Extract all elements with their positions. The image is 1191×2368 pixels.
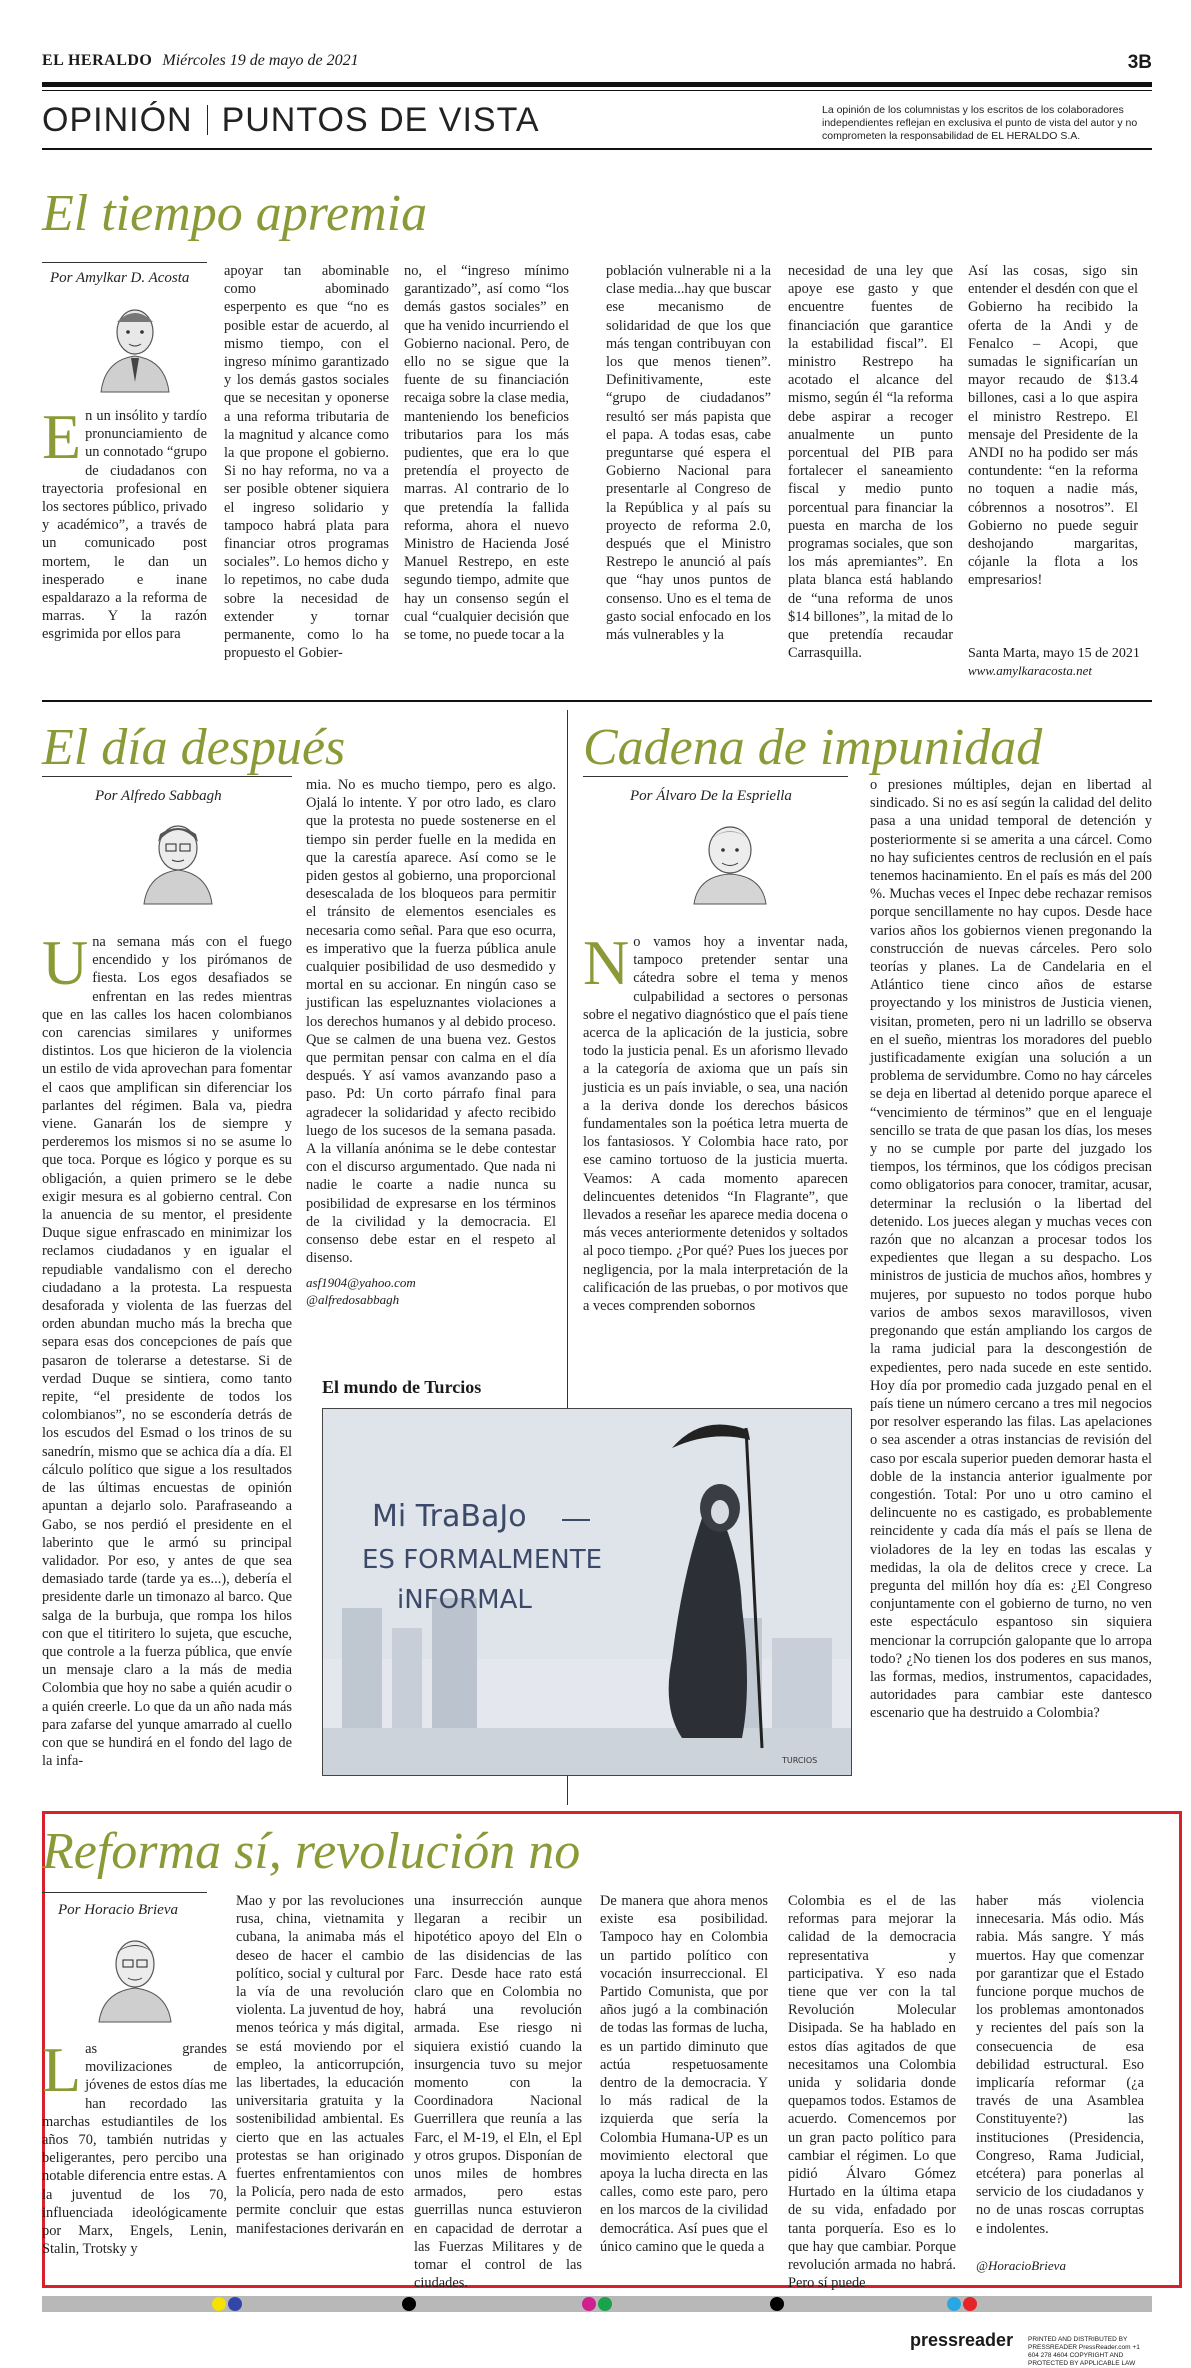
section-rule (42, 148, 1152, 150)
dropcap: N (583, 927, 630, 998)
article-headline: Cadena de impunidad (583, 719, 1043, 776)
cartoon-caption-1: Mi TraBaJo (372, 1499, 527, 1534)
color-bar (42, 2296, 1152, 2312)
registration-dot (770, 2297, 784, 2311)
article-column: De manera que ahora menos existe esa posibilidad. Tampoco hay en Colombia un partido político con vocación insurreccional. El Partido Comunista, que por años jugó a la combinación de todas las formas de lucha, es un partido diminuto que actúa respetuosamente dentro de la democracia. Y lo más radical de la izquierda que sería la Colombia Humana-UP es un movimiento electoral que apoya la lucha directa en las calles, como este paro, pero en los marcos de la civilidad democrática. Así pues que el único camino que le queda a (600, 1893, 768, 2255)
registration-dot (963, 2297, 977, 2311)
cartoon-title: El mundo de Turcios (322, 1377, 482, 1397)
article-column (583, 927, 848, 1315)
disclaimer: La opinión de los columnistas y los escritos de los colaboradores independientes reflejan en exclusiva el punto de vista del autor y no comprometen la responsabilidad de EL HERALDO S.A. (822, 104, 1138, 142)
dropcap: E (42, 401, 82, 472)
cartoon-signature: TURCIOS (782, 1756, 818, 1765)
author-portrait (95, 1924, 175, 2022)
author-email[interactable]: asf1904@yahoo.com (306, 1275, 416, 1290)
masthead (42, 52, 1152, 78)
masthead-thin-rule (42, 90, 1152, 91)
article-column: no, el “ingreso mínimo garantizado”, así como “los demás gastos sociales” en que ha venido incurriendo el Gobierno nacional. Pero, de ello no se sigue que la fuente de su financiación recaiga sobre la clase media, manteniendo los beneficios tributarios para los más pudientes, que era lo que pretendía el proyecto de marras. Al contrario de lo que pretendía la fallida reforma, ahora el nuevo Ministro de Hacienda José Manuel Restrepo, en este segundo tiempo, admite que hay un consenso según el cual “cualquier decisión que se tome, no puede tocar a la (404, 263, 570, 644)
dropcap: U (42, 927, 89, 998)
section-left: OPINIÓN (42, 101, 193, 139)
section-title (42, 101, 540, 140)
article-byline: Por Amylkar D. Acosta (50, 270, 190, 286)
byline-rule (42, 1892, 207, 1893)
masthead-rule (42, 82, 1152, 87)
author-portrait (95, 292, 175, 392)
column-text: as grandes movilizaciones de jóvenes de estos días me han recordado las marchas estudiantiles de los años 70, también nutridas y beligerantes, pero percibo una notable diferencia entre estas. A la juventud de los 70, influenciada ideológicamente por Marx, Engels, Lenin, Stalin, Trotsky y (42, 2041, 227, 2258)
section-right: PUNTOS DE VISTA (221, 101, 540, 139)
pressreader-logo[interactable]: pressreader (910, 2330, 1014, 2350)
registration-dot (402, 2297, 416, 2311)
article-column (42, 2034, 227, 2280)
signoff-block (968, 645, 1143, 679)
section-divider (207, 105, 208, 135)
paper-name: EL HERALDO (42, 52, 153, 69)
registration-dot (212, 2297, 226, 2311)
article-byline: Por Álvaro De la Espriella (630, 788, 792, 804)
column-text: na semana más con el fuego encendido y los pirómanos de fiesta. Los egos desafiados se enfrentan en las redes mientras que en las calles los hacen colombianos con carencias similares y uniformes distintos. Los que hicieron de la violencia un estilo de vida aprovechan para fomentar el caos que amplifican sin diferenciar los parlantes del régimen. Bala va, piedra viene. Ganarán los de siempre y perderemos los mismos si no se asume lo que toca. Porque es lógico y porque es su obligación, a quien primero se le debe exigir mesura es al gobierno central. Con la anuencia de su mentor, el presidente Duque sigue enfrascado en minimizar los reclamos ciudadanos y en igualar el repudiable vandalismo con el derecho ciudadano a la protesta. La respuesta desaforada y violenta de las fuerzas del orden abundan mucho más la brecha que separa esas dos concepciones de país que pasaron de tolerarse a detestarse. Si de verdad Duque se sintiera, como tanto repite, “el presidente de todos los colombianos”, no se escondería detrás de los escudos del Esmad o los trinos de su sanedrín, mismo que se achica día a día. El cálculo político que sigue a los resultados de las últimas encuestas de opinión apuntan a dejarlo solo. Parafraseando a Gabo, se nos perdió el presidente en el laberinto que le armó su principal validador. Por eso, y antes de que sea demasiado tarde (tarde ya es...), debería el presidente darle un timonazo al barco. Que salga de la burbuja, que rompa los hilos con que el titiritero lo sujeta, que escuche, que controle a la fuerza pública, que envíe un mensaje claro a la más de media Colombia que hoy no sabe a quién acudir o a quién creerle. Lo que da un año nada más para zafarse del yunque amarrado al cuello con que se hundirá en el fondo del lago de la infa- (42, 934, 292, 1770)
dropcap: L (42, 2034, 82, 2105)
byline-rule (583, 776, 848, 777)
author-website[interactable]: www.amylkaracosta.net (968, 663, 1092, 678)
article-headline: Reforma sí, revolución no (42, 1823, 581, 1880)
article-headline: El tiempo apremia (42, 185, 428, 242)
article-headline: El día después (42, 719, 346, 776)
article-column (42, 927, 292, 1799)
column-text: o vamos hoy a inventar nada, tampoco pretender sentar una cátedra sobre el tema y menos culpabilidad a sectores o personas sobre el negativo diagnóstico que el país tiene acerca de la aplicación de la justicia, sobre todo la justicia penal. Es un aforismo llevado a la categoría de axioma que un país sin justicia es un país inviable, o sea, una nación a la deriva donde los derechos básicos fundamentales son la poética letra muerta de los fantasiosos. Y Colombia hace rato, por ese camino tortuoso de la justicia muerta. Veamos: A cada momento aparecen delincuentes detenidos “In Flagrante”, que llevados a reseñar les aparece media docena o más veces anteriormente detenidos y soltados al poco tiempo. ¿Por qué? Pues los jueces por negligencia, por la mala interpretación de la calificación de las pruebas, o por motivos que a veces comprenden sobornos (583, 934, 848, 1315)
issue-date: Miércoles 19 de mayo de 2021 (162, 52, 359, 69)
registration-dot (947, 2297, 961, 2311)
article-column: Así las cosas, sigo sin entender el desdén con que el Gobierno ha recibido la oferta de la Andi y de Fenalco – Acopi, que sumadas le significarían un mayor recaudo de $13.4 billones, casi a lo que aspira el ministro Restrepo. El mensaje del Presidente de la ANDI no ha podido ser más contundente: “en la reforma no toquen a nadie más, cóbrennos a nosotros”. El Gobierno no puede seguir deshojando margaritas, cójanle la flota a los empresarios! (968, 263, 1138, 589)
registration-dot (228, 2297, 242, 2311)
section-divider-rule (42, 700, 1152, 702)
article-column: población vulnerable ni a la clase media...hay que buscar ese mecanismo de solidaridad de que los que más tengan contribuyan con los que menos tienen”. Definitivamente, este “grupo de ciudadanos” resultó ser más papista que el papa. A todas esas, cabe preguntarse qué espera el Gobierno Nacional para presentarle al Congreso de la República y al país su proyecto de reforma 2.0, después que el Ministro Restrepo le anunció al país que “hay unos puntos de consenso. Uno es el tema de gasto social enfocado en los más vulnerables y la (606, 263, 771, 644)
article-byline: Por Alfredo Sabbagh (95, 788, 222, 804)
cartoon-caption-3: iNFORMAL (397, 1585, 532, 1615)
column-text: n un insólito y tardío pronunciamiento de un connotado “grupo de ciudadanos con trayectoria profesional en los sectores público, privado y académico”, a través de un comunicado post mortem, le dan un inesperado e inane espaldarazo a la reforma de marras. Y la razón esgrimida por ellos para (42, 408, 207, 643)
article-column: Colombia es el de las reformas para mejorar la calidad de la democracia representativa y participativa. Y eso nada tiene que ver con la tal Revolución Molecular Disipada. Se ha hablado en estos días agitados de que necesitamos una Colombia unida y solidaria donde quepamos todos. Estamos de acuerdo. Comencemos por un gran pacto político para cambiar el régimen. Lo que pidió Álvaro Gómez Hurtado en la última etapa de su vida, enfadado por tanta porquería. Eso es lo que hay que cambiar. Porque revolución armada no habrá. Pero sí puede (788, 1893, 956, 2292)
article-column: apoyar tan abominable como abominado esperpento es que “no es posible estar de acuerdo, al mismo tiempo, con el ingreso mínimo garantizado y los demás gastos sociales que se necesitan y oponerse a una reforma tributaria de la magnitud y alcance como la que propone el gobierno. Si no hay reforma, no va a ser posible obtener siquiera el ingreso solidario y tampoco habrá plata para financiar otros programas sociales”. Lo hemos dicho y lo repetimos, no cabe duda sobre la necesidad de extender y tornar permanente, como lo ha propuesto el Gobier- (224, 263, 389, 662)
article-column: haber más violencia innecesaria. Más odio. Más rabia. Más sangre. Y más muertos. Hay que comenzar por garantizar que el Estado funcione porque muchos de los problemas amontonados y recientes del país son la consecuencia de esa debilidad estructural. Eso implicaría reformar (¿a través de una Asamblea Constituyente?) las instituciones (Presidencia, Congreso, Rama Judicial, etcétera) para ponerlas al servicio de los ciudadanos y no de unas roscas corruptas e indolentes. (976, 1893, 1144, 2237)
article-column (42, 401, 207, 685)
signoff-place: Santa Marta, mayo 15 de 2021 (968, 646, 1140, 661)
registration-dot (582, 2297, 596, 2311)
pressreader-fine-print: PRINTED AND DISTRIBUTED BY PRESSREADER PressReader.com +1 604 278 4604 COPYRIGHT AND PROTECTED BY APPLICABLE LAW (1028, 2336, 1140, 2367)
page-number: 3B (1127, 52, 1152, 73)
contact-block (306, 1274, 556, 1308)
byline-rule (42, 262, 207, 263)
pressreader-footer (910, 2330, 1150, 2367)
article-column: necesidad de una ley que apoye ese gasto y que encuentre fuentes de financiación que garantice la estabilidad fiscal”. El ministro Restrepo ha acotado el alcance del mismo, según él “la reforma debe aspirar a recoger anualmente un punto porcentual del PIB para fortalecer el saneamiento fiscal y medio punto porcentual para financiar la puesta en marcha de los programas sociales, que son los más apremiantes”. En plata blanca está hablando de “una reforma de unos $14 billones”, la mitad de lo que pretendía recaudar Carrasquilla. (788, 263, 953, 662)
article-byline: Por Horacio Brieva (58, 1902, 178, 1918)
cartoon-caption-2: ES FORMALMENTE (362, 1545, 603, 1575)
article-column: o presiones múltiples, dejan en libertad al sindicado. Si no es así según la calidad del delito pasa a una unidad temporal de detención y posteriormente si se amerita a una cárcel. Como no hay suficientes centros de reclusión en el país tenemos hacinamiento. En el país es más del 200 %. Muchas veces el Inpec debe rechazar remisos porque sencillamente no hay cupos. Desde hace varios años los gobiernos vienen pregonando la construcción de nuevas cárceles. Pero solo teorías y planes. La de Candelaria en el Atlántico tiene cinco años de estarse proyectando y los ministros de Justicia vienen, visitan, prometen, pero ni un ladrillo se observa en el sueño, mientras los moradores del pueblo justificadamente exigían una solución a un problema de servidumbre. Como no hay cárceles se deja en libertad al detenido porque aparece el “vencimiento de términos” que en el lenguaje sencillo se trata de que pasan los días, los meses y no se cumple por parte del juzgado los tiempos, los términos, que los códigos precisan como obligatorios para conocer, tramitar, acusar, determinar la reclusión o la libertad del detenido. Los jueces alegan y muchas veces con razón que no alcanzan a procesar todos los expedientes que llegan a su despacho. Los ministros de justicia de muchos años, hombres y mujeres, por supuesto no todos porque hubo varios de ambos sexos maravillosos, viven pregonando que están ampliando los cargos de la rama judicial para la descongestión de expedientes, pero nada sucede en este sentido. Hoy día por promedio cada juzgado penal en el país tiene un número cercano a tres mil negocios por resolver esperando las filas. Las apelaciones o sea ascender a otras instancias de revisión del caso por escala superior pueden demorar hasta el doble de la instancia anterior igualmente por congestión. Total: Por uno u otro camino el delincuente no es castigado, es probablemente reincidente y cada día más el país se llena de violadores de la ley en todas las escalas y medidas, la ola de delitos crece y crece. La pregunta del millón hoy día es: ¿El Congreso conjuntamente con el gobierno de turno, no ven este espectáculo espantoso sin siquiera mencionar la corrupción galopante que lo arropa todo? ¿No tienen los dos poderes en sus manos, las formas, medios, instrumentos, capacidades, autoridades para cambiar este dantesco escenario que ha destruido a Colombia? (870, 777, 1152, 1722)
cartoon-image (322, 1408, 852, 1776)
article-column: mia. No es mucho tiempo, pero es algo. Ojalá lo intente. Y por otro lado, es claro que la protesta no puede sostenerse en el tiempo sin perder fuelle en la medida en que la carestía aparece. Así como se le piden gestos al gobierno, una proporcional desescalada de los bloqueos para permitir el tránsito de elementos esenciales es necesaria como señal. Para que eso ocurra, es imperativo que la fuerza pública anule cualquier posibilidad de uso desmedido y mortal en su accionar. En ningún caso se justifican las espeluznantes violaciones a los derechos humanos y al debido proceso. Que se calmen de una buena vez. Gestos que permitan pensar con calma en el día después. Y así vamos avanzando paso a paso. Pd: Un corto párrafo final para agradecer la solidaridad y afecto recibido luego de los sucesos de la semana pasada. A la villanía anónima se le debe contestar con el discurso argumentado. Que nada ni nadie le coarte a nadie nunca su posibilidad de expresarse en los términos de la civilidad y la democracia. El consenso debe estar en el respeto al disenso. (306, 777, 556, 1267)
author-portrait (140, 808, 216, 904)
author-twitter[interactable]: @alfredosabbagh (306, 1292, 400, 1307)
author-portrait (690, 808, 770, 904)
article-column: una insurrección aunque llegaran a recibir un hipotético apoyo del Eln o de las disidencias de las Farc. Desde hace rato está claro que en Colombia no habrá una revolución armada. Ese riesgo ni siquiera existió cuando la insurgencia tuvo su mejor momento con la Coordinadora Nacional Guerrillera que reunía a las Farc, el M-19, el Eln, el Epl y otros grupos. Disponían de unos miles de hombres armados, pero estas guerrillas nunca estuvieron en capacidad de derrotar a las Fuerzas Militares y de tomar el control de las ciudades. (414, 1893, 582, 2292)
author-twitter[interactable]: @HoracioBrieva (976, 2258, 1066, 2273)
byline-rule (42, 776, 292, 777)
registration-dot (598, 2297, 612, 2311)
article-column: Mao y por las revoluciones rusa, china, vietnamita y cubana, la animaba más el deseo de hacer el cambio político, social y cultural por la vía de una revolución violenta. La juventud de hoy, menos teórica y más digital, se está moviendo por el empleo, la anticorrupción, las libertades, la educación universitaria gratuita y la sostenibilidad ambiental. Es cierto que en las actuales protestas se han originado fuertes enfrentamientos con la Policía, pero nada de esto permite concluir que estas manifestaciones derivarán en (236, 1893, 404, 2237)
